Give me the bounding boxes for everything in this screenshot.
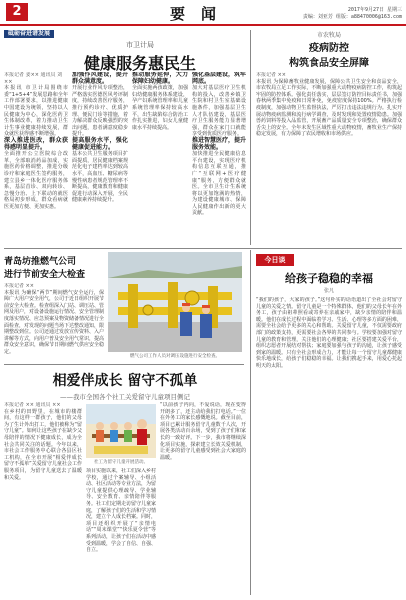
right-top-byline: 本报记者 ×× — [256, 72, 286, 78]
lead-sec5-title: 强化基层建设，筑牢网底。 — [192, 72, 246, 85]
section-divider-1 — [4, 248, 402, 249]
lead-sec3: 基本公共卫生服务项目扩面提质，居民健康档案规范化电子建档率达到较高水平，高血压、糖尿病等慢性病患者规范管理率不断提高，健康教育和健康促进行动深入开展，全民健康素养持续提升。 — [72, 151, 128, 204]
lead-column-1 — [4, 72, 68, 246]
lead-sec6-title: 推进智慧医疗，提升服务效能。 — [192, 136, 246, 151]
bottom-kicker: ——我市全国各个社工关爱留守儿童项目侧记 — [60, 393, 190, 401]
lead-sec4-title: 推动服务延伸，大力保障妇幼健康。 — [132, 72, 188, 85]
today-label: 今日谈 — [256, 254, 294, 266]
page-title: 要闻 — [170, 5, 233, 23]
lead-column-3 — [132, 72, 188, 246]
today-author: 张凡 — [323, 288, 334, 294]
column-divider-2 — [250, 250, 251, 595]
right-top-body: 本报讯 为保障畜牧业健康发展，保障公共卫生安全和食品安全，市农牧局立足工作实际，不断加强重大动物疫病防控工作，构筑起牢固的防控体系。强化责任落实，层层签订防控目标责任书，加强春秋两季集中免疫和日常补免，免疫密度保持100%。严格执行检疫制度，加强动物卫生监督执法，严厉打击违法违规行为。扎实开展动物疫病监测和流行病学调查，及时发现和处置疫情隐患。加强兽药饲料等投入品监管，开展畜产品质量安全专项整治，确保群众舌尖上的安全。全年未发生区域性重大动物疫情，畜牧业生产保持稳定发展，有力保障了农民增收和市场供应。 — [256, 78, 402, 138]
right-top-body-wrap — [256, 72, 402, 250]
lead-byline: 本报记者 姜×× 通讯员 刘×× — [4, 72, 63, 85]
bottom-feature — [4, 370, 246, 401]
gas-photo-caption: 燃气公司工作人员对调压设施进行安全检查。 — [130, 354, 220, 359]
lead-kicker: 市卫计局 — [126, 41, 154, 49]
lead-intro: 本报讯 市卫计局围绕市委“1+5+4”发展思路和全年工作部署要求，以推进健康中国建设为统领，坚持以人民健康为中心，深化医药卫生体制改革，着力推动卫生计生事业健康持续发展，群众就医获得感不断增强。 — [4, 85, 68, 138]
right-top-headline-1: 疫病防控 — [309, 43, 349, 54]
section-label: 砥砺奋进谱发展 — [4, 30, 54, 38]
lead-sec1: 全面推开公立医院综合改革，全部取消药品加成，实施医药价格调整，推进分级诊疗和家庭医生签约服务，建立县乡一体化医疗服务体系，基层首诊、双向转诊、急慢分治、上下联动的就医格局初步形成，群众看病就医更加方便、更加实惠。 — [4, 151, 68, 210]
mid-left-headline-1: 青岛坊推燃气公司 — [4, 257, 77, 267]
today-body: “我们的孩子，大家的孩子。”这句朴实的话语道出了全社会对留守儿童的关爱之情。留守儿童是一个特殊群体，他们的父母长年在外务工，孩子由祖辈照看或寄养在亲戚家中，缺少亲情的陪伴和温暖。他们在成长过程中面临着学习、生活、心理等多方面的困难，需要全社会给予更多的关心和帮助。关爱留守儿童，不仅需要政府部门的政策支持，更需要社会各界的共同参与。学校要加强对留守儿童的教育和管理，关注他们的心理健康；社区要搭建关爱平台，组织志愿者开展结对帮扶；家庭要加强与孩子的沟通，让孩子感受到家的温暖。只有全社会形成合力，才能让每一个留守儿童都健康快乐地成长，给孩子们稳稳的幸福。让我们携起手来，用爱心托起明天的太阳。 — [256, 297, 402, 369]
lead-sec4: 全面实施两孩政策，加强妇幼健康服务体系建设，孕产妇系统管理率和儿童系统管理率保持较高水平，出生缺陷综合防治工作扎实推进，妇女儿童健康水平持续提高。 — [132, 85, 188, 131]
kids-photo-caption: 社工为留守儿童开展活动。 — [94, 460, 148, 465]
header-rule — [0, 24, 406, 26]
lead-sec2-title: 加强作风建设，提升群众满意度。 — [72, 72, 128, 85]
bottom-column-2 — [86, 468, 156, 596]
lead-headline: 健康服务惠民生 — [83, 54, 196, 73]
contact-line: 责编：刘亚芳 组版：a88470006@163.com — [302, 14, 402, 20]
kids-activity-photo — [86, 404, 156, 458]
mid-left-article — [4, 254, 104, 378]
lead-sec2: 开展行业作风专项整治，严格落实医德医风考评制度，持续改善医疗服务，推行预约诊疗、优质护理、便民门诊等措施，着力解决群众反映强烈的突出问题，患者满意度稳步提升。 — [72, 85, 128, 138]
column-divider — [250, 30, 251, 245]
bottom-body-3: “以前孩子内向，不爱说话，现在变得开朗多了，还主动给我们打电话。”一位在外务工的家长感慨地说。截至目前，项目已累计服务留守儿童数千人次，开展各类活动百余场，受到了孩子们和家长的一致好评。下一步，我市将继续深化项目实施，探索建立长效关爱机制，让更多的留守儿童感受到社会大家庭的温暖。 — [160, 402, 246, 461]
right-top-article — [256, 30, 402, 250]
lead-sec6: 加快推进全民健康信息平台建设，实现医疗机构信息互联互通，推广“互联网+医疗健康”服务，方便群众就医。全市卫生计生系统将以更加饱满的热情，为建设健康城市、保障人民健康作出新的更大贡献。 — [192, 151, 246, 217]
mid-left-byline: 本报记者 ×× — [4, 283, 34, 289]
lead-sec5: 加大对基层医疗卫生机构的投入，改善乡镇卫生院和村卫生室基础设施条件，加强基层卫生人才队伍建设，基层医疗卫生服务能力显著增强，群众在家门口就能享受到优质医疗服务。 — [192, 85, 246, 138]
page-number: 2 — [6, 3, 28, 21]
lead-headline-block — [40, 40, 240, 74]
mid-left-body: 本报讯 为确保“两节”期间燃气安全运行，保障广大用户安全用气，公司于近日组织开展节前安全大检查。检查组深入门站、调压站、管网及用户，对设备设施运行情况、安全管理制度落实情况、应急预案及物资储备情况进行全面检查，对发现的问题当场下达整改通知，限期整改到位。公司还通过发放宣传资料、入户讲解等方式，向用户普及安全用气常识，提高群众安全意识，确保节日期间燃气供应安全稳定。 — [4, 289, 104, 355]
section-divider-2 — [4, 364, 244, 365]
page-header — [0, 0, 406, 24]
lead-column-2 — [72, 72, 128, 246]
lead-sec3-title: 提高服务水平，强化健康促进能力。 — [72, 136, 128, 151]
bottom-body-2: 项目实施以来，社工们深入乡村学校，通过个案辅导、小组活动、社区活动等专业方法，为留守儿童提供心理疏导、学业辅导、安全教育、亲情陪伴等服务。社工们定期走访留守儿童家庭，了解孩子们的生活和学习情况，建立个人成长档案。同时，项目还组织开展了“亲情电话”“周末课堂”“快乐夏令营”等系列活动，让孩子们在活动中感受到温暖，学会了自信、自强、自立。 — [86, 468, 156, 554]
mid-left-headline-2: 进行节前安全大检查 — [4, 270, 86, 280]
lead-column-4 — [192, 72, 246, 246]
bottom-column-3 — [160, 402, 246, 596]
lead-sec1-title: 深入推进医改，群众获得感明显提升。 — [4, 136, 68, 151]
bottom-headline: 相爱伴成长 留守不孤单 — [52, 373, 198, 389]
date-line: 2017年9月27日 星期三 — [347, 7, 402, 13]
bottom-byline: 本报记者 ×× 通讯员 ×× — [4, 402, 61, 408]
gas-facility-photo — [108, 252, 242, 352]
right-top-headline-2: 构筑食品安全屏障 — [289, 58, 369, 69]
today-column — [256, 254, 402, 597]
right-top-kicker: 市农牧局 — [316, 32, 341, 39]
today-headline: 给孩子稳稳的幸福 — [285, 272, 373, 285]
bottom-column-1 — [4, 402, 82, 596]
bottom-body-1: 在乡村的田野里，在城市的楼群间，有这样一群孩子，他们的父母为了生计外出打工，他们被称为“留守儿童”。如何让这些孩子在缺少父母陪伴的情况下健康成长，成为全社会共同关注的话题。今年以来，市社会工作服务中心联合各县区社工机构，在全市开展“相爱伴成长 留守不孤单”关爱留守儿童社会工作服务项目，为留守儿童送去了温暖和关爱。 — [4, 408, 82, 481]
